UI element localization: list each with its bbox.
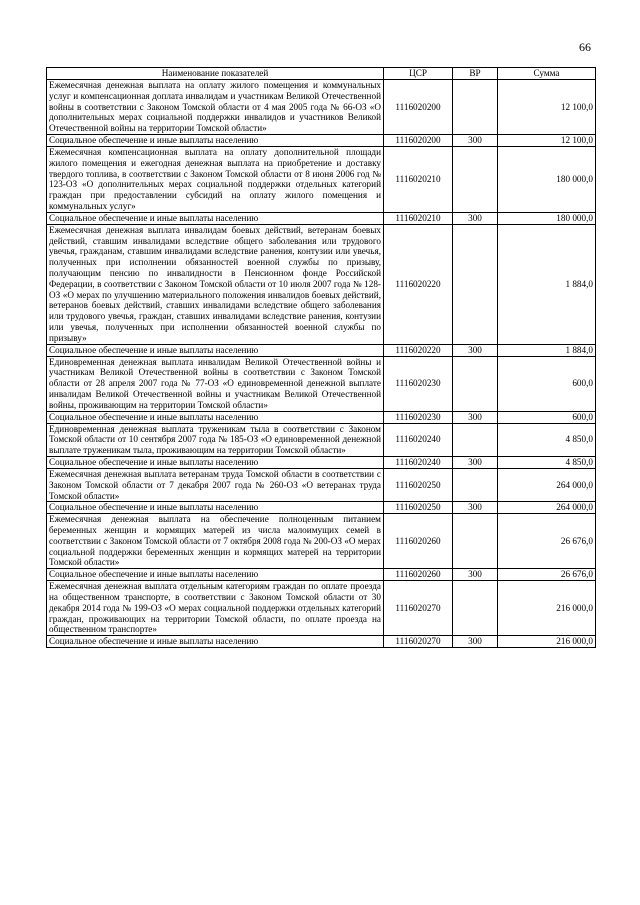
row-sum: 600,0 (498, 411, 596, 423)
row-vr: 300 (453, 636, 498, 648)
row-name: Единовременная денежная выплата труженикам тыла в соответствии с Законом Томской области от 10 сентября 2007 года № 185-ОЗ «О единовременной денежной выплате труженикам тыла, проживающим на территории Томской области» (47, 423, 384, 456)
row-csr: 1116020250 (384, 468, 453, 501)
row-sum: 1 884,0 (498, 224, 596, 344)
row-sum: 264 000,0 (498, 468, 596, 501)
budget-table (46, 67, 596, 648)
row-csr: 1116020260 (384, 514, 453, 569)
row-name: Социальное обеспечение и иные выплаты населению (47, 344, 384, 356)
row-csr: 1116020200 (384, 134, 453, 146)
header-name: Наименование показателей (47, 68, 384, 80)
header-csr: ЦСР (384, 68, 453, 80)
row-csr: 1116020220 (384, 224, 453, 344)
table-row (47, 224, 596, 344)
row-sum: 4 850,0 (498, 423, 596, 456)
row-sum: 1 884,0 (498, 344, 596, 356)
row-sum: 216 000,0 (498, 581, 596, 636)
row-vr: 300 (453, 212, 498, 224)
table-row (47, 80, 596, 135)
row-sum: 216 000,0 (498, 636, 596, 648)
row-csr: 1116020230 (384, 411, 453, 423)
table-row (47, 411, 596, 423)
row-name: Ежемесячная денежная выплата на обеспечение полноценным питанием беременных женщин и кормящих матерей из числа малоимущих семей в соответствии с Законом Томской области от 7 октября 2008 года № 200-ОЗ «О мерах социальной поддержки беременных женщин и кормящих матерей на территории Томской области» (47, 514, 384, 569)
row-sum: 180 000,0 (498, 146, 596, 212)
row-csr: 1116020260 (384, 569, 453, 581)
row-name: Единовременная денежная выплата инвалидам Великой Отечественной войны и участникам Великой Отечественной войны в соответствии с Законом Томской области от 28 апреля 2007 года № 77-ОЗ «О единовременной денежной выплате инвалидам Великой Отечественной войны и участникам Великой Отечественной войны, проживающим на территории Томской области» (47, 356, 384, 411)
page-number: 66 (579, 40, 591, 54)
table-row (47, 502, 596, 514)
row-sum: 264 000,0 (498, 502, 596, 514)
row-sum: 12 100,0 (498, 134, 596, 146)
row-csr: 1116020210 (384, 146, 453, 212)
row-name: Социальное обеспечение и иные выплаты населению (47, 456, 384, 468)
row-name: Социальное обеспечение и иные выплаты населению (47, 636, 384, 648)
row-csr: 1116020270 (384, 636, 453, 648)
row-vr: 300 (453, 502, 498, 514)
row-csr: 1116020210 (384, 212, 453, 224)
row-vr: 300 (453, 344, 498, 356)
row-name: Социальное обеспечение и иные выплаты населению (47, 212, 384, 224)
row-vr (453, 514, 498, 569)
table-row (47, 423, 596, 456)
row-sum: 12 100,0 (498, 80, 596, 135)
table-row (47, 212, 596, 224)
row-csr: 1116020200 (384, 80, 453, 135)
table-row (47, 569, 596, 581)
row-name: Социальное обеспечение и иные выплаты населению (47, 569, 384, 581)
row-name: Ежемесячная денежная выплата инвалидам боевых действий, ветеранам боевых действий, ставшим инвалидами вследствие общего заболевания или трудового увечья, гражданам, ставшим инвалидами вследствие ранения, контузии или увечья, полученных при исполнении обязанностей военной службы по призыву, получающим пенсию по инвалидности в Пенсионном фонде Российской Федерации, в соответствии с Законом Томской области от 10 июля 2007 года № 128-ОЗ «О мерах по улучшению материального положения инвалидов боевых действий, ветеранов боевых действий, ставших инвалидами вследствие общего заболевания или трудового увечья, граждан, ставших инвалидами вследствие ранения, контузии или увечья, полученных при исполнении обязанностей военной службы по призыву» (47, 224, 384, 344)
row-vr: 300 (453, 134, 498, 146)
row-sum: 4 850,0 (498, 456, 596, 468)
row-name: Социальное обеспечение и иные выплаты населению (47, 134, 384, 146)
table-header-row (47, 68, 596, 80)
table-row (47, 581, 596, 636)
row-vr (453, 224, 498, 344)
row-vr (453, 356, 498, 411)
row-csr: 1116020220 (384, 344, 453, 356)
table-row (47, 356, 596, 411)
header-sum: Сумма (498, 68, 596, 80)
row-name: Ежемесячная компенсационная выплата на оплату дополнительной площади жилого помещения и ежегодная денежная выплата на приобретение и доставку твердого топлива, в соответствии с Законом Томской области от 8 июня 2006 год № 123-ОЗ «О дополнительных мерах социальной поддержки отдельных категорий граждан при предоставлении субсидий на оплату жилого помещения и коммунальных услуг» (47, 146, 384, 212)
row-vr (453, 423, 498, 456)
row-csr: 1116020230 (384, 356, 453, 411)
header-vr: ВР (453, 68, 498, 80)
row-vr (453, 468, 498, 501)
table-row (47, 468, 596, 501)
row-vr (453, 146, 498, 212)
table-row (47, 636, 596, 648)
table-row (47, 146, 596, 212)
row-sum: 180 000,0 (498, 212, 596, 224)
row-vr: 300 (453, 456, 498, 468)
row-vr (453, 80, 498, 135)
row-name: Социальное обеспечение и иные выплаты населению (47, 411, 384, 423)
table-row (47, 344, 596, 356)
table-row (47, 456, 596, 468)
row-name: Социальное обеспечение и иные выплаты населению (47, 502, 384, 514)
row-csr: 1116020270 (384, 581, 453, 636)
row-sum: 26 676,0 (498, 514, 596, 569)
row-vr: 300 (453, 569, 498, 581)
row-vr: 300 (453, 411, 498, 423)
row-name: Ежемесячная денежная выплата отдельным категориям граждан по оплате проезда на общественном транспорте, в соответствии с Законом Томской области от 30 декабря 2014 года № 199-ОЗ «О мерах социальной поддержки отдельных категорий граждан, проживающих на территории Томской области, по оплате проезда на общественном транспорте» (47, 581, 384, 636)
row-name: Ежемесячная денежная выплата на оплату жилого помещения и коммунальных услуг и компенсационная доплата инвалидам и участникам Великой Отечественной войны в соответствии с Законом Томской области от 4 мая 2005 года № 66-ОЗ «О дополнительных мерах социальной поддержки инвалидов и участников Великой Отечественной войны на территории Томской области» (47, 80, 384, 135)
row-vr (453, 581, 498, 636)
row-csr: 1116020240 (384, 456, 453, 468)
row-name: Ежемесячная денежная выплата ветеранам труда Томской области в соответствии с Законом Томской области от 7 декабря 2007 года № 260-ОЗ «О ветеранах труда Томской области» (47, 468, 384, 501)
table-row (47, 134, 596, 146)
row-csr: 1116020240 (384, 423, 453, 456)
table-row (47, 514, 596, 569)
row-sum: 600,0 (498, 356, 596, 411)
row-sum: 26 676,0 (498, 569, 596, 581)
row-csr: 1116020250 (384, 502, 453, 514)
